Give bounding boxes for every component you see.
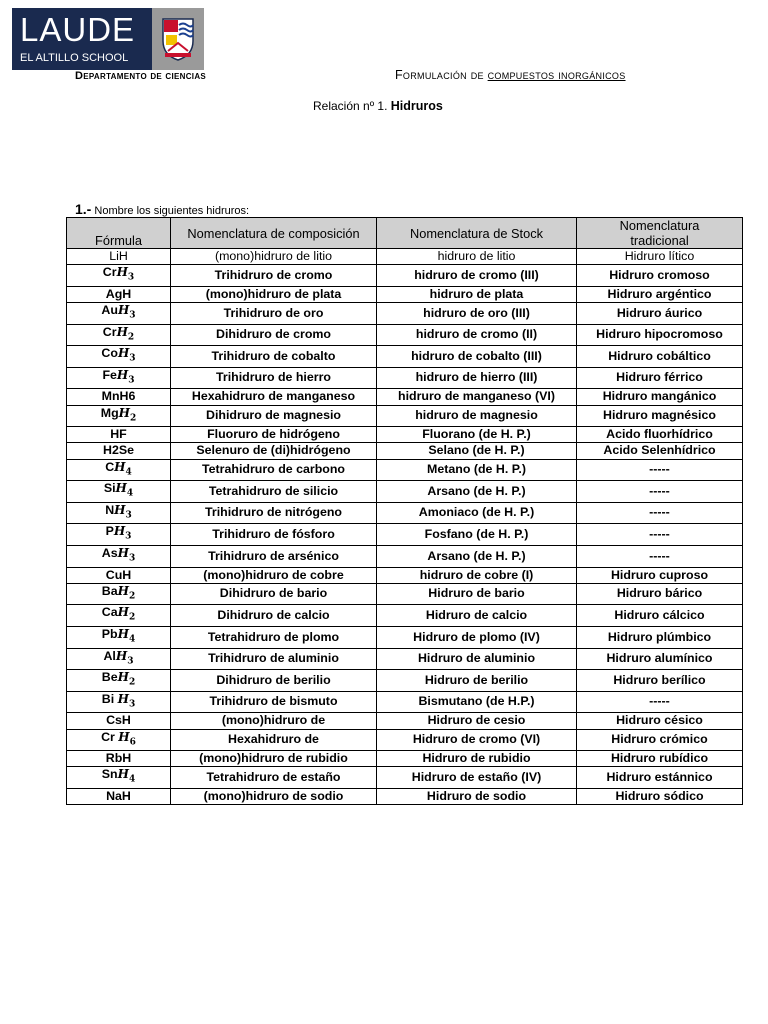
traditional-cell: ----- [577,545,743,567]
stock-cell: hidruro de litio [377,249,577,265]
formula-subscript: 4 [128,774,136,785]
formula-subscript: 3 [128,553,136,564]
formula-cell [67,459,171,481]
stock-cell: hidruro de oro (III) [377,303,577,325]
traditional-cell: ----- [577,459,743,481]
traditional-cell: Hidruro magnésico [577,405,743,427]
stock-cell: Fluorano (de H. P.) [377,427,577,443]
formula-hydrogen [117,545,136,564]
composition-cell: Tetrahidruro de estaño [171,767,377,789]
table-row [67,729,743,751]
composition-cell: Hexahidruro de [171,729,377,751]
stock-cell: hidruro de cobalto (III) [377,346,577,368]
table-row [67,524,743,546]
stock-cell: hidruro de hierro (III) [377,367,577,389]
stock-cell: Hidruro de berilio [377,670,577,692]
composition-cell: Trihidruro de nitrógeno [171,502,377,524]
formula-subscript: 2 [127,331,135,342]
formula-base: C [105,459,115,474]
formula-hydrogen-symbol: H [115,648,128,663]
formula-base: Au [101,303,118,317]
formula-hydrogen-symbol: H [117,767,129,782]
stock-cell: hidruro de magnesio [377,405,577,427]
formula-cell [67,427,171,443]
formula-base: Co [101,346,118,361]
table-row [67,545,743,567]
formula-cell [67,713,171,729]
formula-hydrogen-symbol: H [114,459,126,474]
composition-cell: Trihidruro de cromo [171,265,377,287]
table-row [67,583,743,605]
formula-base: Bi [101,691,118,706]
formula-subscript: 3 [128,699,136,710]
stock-cell: Hidruro de plomo (IV) [377,626,577,648]
formula-subscript: 4 [125,466,132,477]
traditional-cell: ----- [577,502,743,524]
worksheet-title [395,68,626,82]
stock-cell: Hidruro de sodio [377,788,577,804]
formula-cell [67,367,171,389]
formula-base: Fe [102,367,117,382]
formula-cell [67,670,171,692]
traditional-cell: Hidruro cálcico [577,605,743,627]
stock-cell: Hidruro de rubidio [377,751,577,767]
formula-hydrogen-symbol: H [117,605,129,620]
formula-hydrogen [117,346,136,364]
header-formula: Fórmula [67,218,171,249]
formula-hydrogen [115,648,134,666]
table-row [67,767,743,789]
composition-cell: (mono)hidruro de sodio [171,788,377,804]
formula-hydrogen-symbol: H [115,481,127,496]
formula-base: CsH [106,713,131,728]
formula-cell [67,524,171,546]
stock-cell: Selano (de H. P.) [377,443,577,459]
formula-base: CuH [105,567,132,582]
formula-base: Si [103,481,116,496]
formula-base: Mg [100,405,119,420]
formula-base: P [105,524,114,539]
table-row [67,459,743,481]
formula-base: MnH6 [101,389,136,404]
relation-heading [313,99,443,113]
formula-base: HF [110,427,127,442]
formula-cell [67,389,171,405]
table-row [67,303,743,325]
formula-subscript: 3 [128,375,135,386]
composition-cell: (mono)hidruro de [171,713,377,729]
composition-cell: Trihidruro de fósforo [171,524,377,546]
stock-cell: Metano (de H. P.) [377,459,577,481]
formula-cell [67,788,171,804]
table-row [67,691,743,713]
relation-number: Relación nº 1. [313,99,388,113]
formula-base: LiH [109,249,128,263]
formula-base: NaH [106,788,131,803]
table-row [67,324,743,346]
composition-cell: Trihidruro de oro [171,303,377,325]
formula-base: Pb [101,626,118,641]
formula-cell [67,265,171,287]
formula-hydrogen-symbol: H [116,367,129,382]
logo-brand-panel [12,8,152,70]
worksheet-title-prefix: Formulación de [395,68,484,82]
table-row [67,648,743,670]
formula-cell [67,481,171,503]
formula-hydrogen-symbol: H [117,545,129,560]
traditional-cell: Hidruro alumínico [577,648,743,670]
traditional-cell: Hidruro sódico [577,788,743,804]
composition-cell: Dihidruro de berilio [171,670,377,692]
traditional-cell: Hidruro estánnico [577,767,743,789]
formula-hydrogen-symbol: H [118,729,130,744]
traditional-cell: Hidruro lítico [577,249,743,265]
table-header-row [67,218,743,249]
composition-cell: Tetrahidruro de silicio [171,481,377,503]
school-logo [12,8,204,70]
formula-cell [67,767,171,789]
relation-topic: Hidruros [390,99,443,113]
header-stock: Nomenclatura de Stock [377,218,577,249]
formula-subscript: 6 [129,736,136,747]
formula-cell [67,346,171,368]
formula-hydrogen [116,367,135,386]
composition-cell: Fluoruro de hidrógeno [171,427,377,443]
formula-cell [67,303,171,325]
formula-subscript: 2 [129,412,137,423]
stock-cell: Fosfano (de H. P.) [377,524,577,546]
exercise-prompt [75,201,249,217]
composition-cell: (mono)hidruro de cobre [171,567,377,583]
formula-base: Al [103,648,116,663]
formula-hydrogen-symbol: H [117,626,129,641]
formula-subscript: 2 [128,677,136,688]
composition-cell: Trihidruro de bismuto [171,691,377,713]
formula-base: Cr [102,265,117,280]
stock-cell: Arsano (de H. P.) [377,545,577,567]
formula-hydrogen [117,626,136,645]
table-row [67,626,743,648]
formula-cell [67,691,171,713]
table-row [67,788,743,804]
stock-cell: Arsano (de H. P.) [377,481,577,503]
formula-base: RbH [105,751,132,766]
worksheet-title-topic: compuestos inorgánicos [487,68,626,82]
hydrides-table [66,217,743,805]
traditional-cell: Hidruro mangánico [577,389,743,405]
traditional-cell: Hidruro rubídico [577,751,743,767]
traditional-cell: Hidruro argéntico [577,286,743,302]
formula-subscript: 3 [129,310,136,321]
composition-cell: Dihidruro de bario [171,583,377,605]
traditional-cell: Hidruro cuproso [577,567,743,583]
traditional-cell: Hidruro plúmbico [577,626,743,648]
stock-cell: Hidruro de calcio [377,605,577,627]
composition-cell: Tetrahidruro de plomo [171,626,377,648]
formula-hydrogen-symbol: H [117,691,129,706]
traditional-cell: Acido fluorhídrico [577,427,743,443]
formula-base: H2Se [103,443,134,458]
exercise-number: 1.- [75,201,92,217]
composition-cell: (mono)hidruro de plata [171,286,377,302]
traditional-cell: Hidruro césico [577,713,743,729]
formula-cell [67,567,171,583]
formula-hydrogen-symbol: H [117,583,129,598]
header-composition: Nomenclatura de composición [171,218,377,249]
formula-hydrogen [117,767,136,785]
stock-cell: hidruro de manganeso (VI) [377,389,577,405]
crest-icon [152,8,204,70]
composition-cell: Trihidruro de aluminio [171,648,377,670]
formula-base: Be [101,670,118,685]
stock-cell: Amoniaco (de H. P.) [377,502,577,524]
formula-subscript: 3 [127,655,134,666]
formula-hydrogen [118,405,137,423]
composition-cell: Hexahidruro de manganeso [171,389,377,405]
formula-hydrogen-symbol: H [114,502,126,517]
formula-base: Cr [101,729,119,744]
formula-hydrogen-symbol: H [116,265,128,280]
traditional-cell: ----- [577,524,743,546]
formula-hydrogen [116,265,135,283]
table-row [67,481,743,503]
table-row [67,286,743,302]
formula-hydrogen [117,303,136,321]
formula-hydrogen-symbol: H [117,303,130,317]
stock-cell: hidruro de plata [377,286,577,302]
formula-base: Sn [101,767,118,782]
traditional-cell: Hidruro bárico [577,583,743,605]
table-row [67,265,743,287]
traditional-cell: ----- [577,691,743,713]
traditional-cell: Hidruro cobáltico [577,346,743,368]
stock-cell: Hidruro de bario [377,583,577,605]
composition-cell: Dihidruro de calcio [171,605,377,627]
table-row [67,389,743,405]
logo-school-text: EL ALTILLO SCHOOL [20,52,129,64]
traditional-cell: Hidruro crómico [577,729,743,751]
formula-base: AgH [105,286,132,301]
stock-cell: Hidruro de estaño (IV) [377,767,577,789]
formula-hydrogen [117,605,136,623]
table-row [67,502,743,524]
table-row [67,346,743,368]
formula-subscript: 4 [128,634,136,645]
formula-hydrogen [115,481,134,499]
composition-cell: Trihidruro de hierro [171,367,377,389]
stock-cell: Hidruro de cesio [377,713,577,729]
table-row [67,567,743,583]
formula-subscript: 2 [128,612,136,623]
logo-brand-text: LAUDE [20,11,136,48]
department-title: Departamento de ciencias [75,70,207,82]
formula-cell [67,605,171,627]
composition-cell: (mono)hidruro de litio [171,249,377,265]
exercise-text: Nombre los siguientes hidruros: [94,205,250,217]
formula-hydrogen [116,324,135,342]
formula-hydrogen-symbol: H [116,324,128,339]
traditional-cell: Hidruro férrico [577,367,743,389]
formula-hydrogen [117,670,136,688]
formula-cell [67,648,171,670]
stock-cell: hidruro de cobre (I) [377,567,577,583]
formula-base: Cr [102,324,117,339]
formula-base: Ba [101,583,118,598]
traditional-cell: Acido Selenhídrico [577,443,743,459]
formula-subscript: 4 [126,488,134,499]
stock-cell: hidruro de cromo (II) [377,324,577,346]
formula-base: Ca [101,605,118,620]
formula-subscript: 2 [128,591,136,602]
formula-hydrogen-symbol: H [117,670,129,685]
formula-cell [67,249,171,265]
formula-cell [67,545,171,567]
formula-hydrogen [117,691,136,710]
formula-base: As [101,545,118,560]
table-row [67,249,743,265]
formula-cell [67,626,171,648]
composition-cell: Selenuro de (di)hidrógeno [171,443,377,459]
composition-cell: Dihidruro de magnesio [171,405,377,427]
formula-subscript: 3 [127,272,135,283]
composition-cell: (mono)hidruro de rubidio [171,751,377,767]
formula-subscript: 3 [129,353,136,364]
table-row [67,605,743,627]
formula-hydrogen [118,729,136,747]
formula-cell [67,729,171,751]
stock-cell: Hidruro de cromo (VI) [377,729,577,751]
formula-cell [67,286,171,302]
formula-cell [67,324,171,346]
stock-cell: hidruro de cromo (III) [377,265,577,287]
formula-base: N [105,502,115,517]
table-row [67,713,743,729]
formula-hydrogen [114,459,132,477]
composition-cell: Trihidruro de arsénico [171,545,377,567]
formula-subscript: 3 [125,531,132,542]
traditional-cell: Hidruro áurico [577,303,743,325]
formula-hydrogen [113,524,132,542]
formula-cell [67,405,171,427]
formula-hydrogen-symbol: H [113,524,126,539]
table-row [67,405,743,427]
table-row [67,427,743,443]
table-row [67,367,743,389]
composition-cell: Tetrahidruro de carbono [171,459,377,481]
header-traditional: Nomenclatura tradicional [577,218,743,249]
stock-cell: Bismutano (de H.P.) [377,691,577,713]
formula-subscript: 3 [125,510,132,521]
traditional-cell: ----- [577,481,743,503]
formula-cell [67,583,171,605]
traditional-cell: Hidruro hipocromoso [577,324,743,346]
formula-hydrogen-symbol: H [118,405,130,420]
traditional-cell: Hidruro berílico [577,670,743,692]
formula-cell [67,502,171,524]
composition-cell: Dihidruro de cromo [171,324,377,346]
table-row [67,670,743,692]
stock-cell: Hidruro de aluminio [377,648,577,670]
formula-hydrogen [117,583,136,602]
formula-hydrogen [114,502,132,521]
table-row [67,443,743,459]
formula-cell [67,751,171,767]
formula-hydrogen-symbol: H [117,346,130,361]
traditional-cell: Hidruro cromoso [577,265,743,287]
table-row [67,751,743,767]
formula-cell [67,443,171,459]
composition-cell: Trihidruro de cobalto [171,346,377,368]
